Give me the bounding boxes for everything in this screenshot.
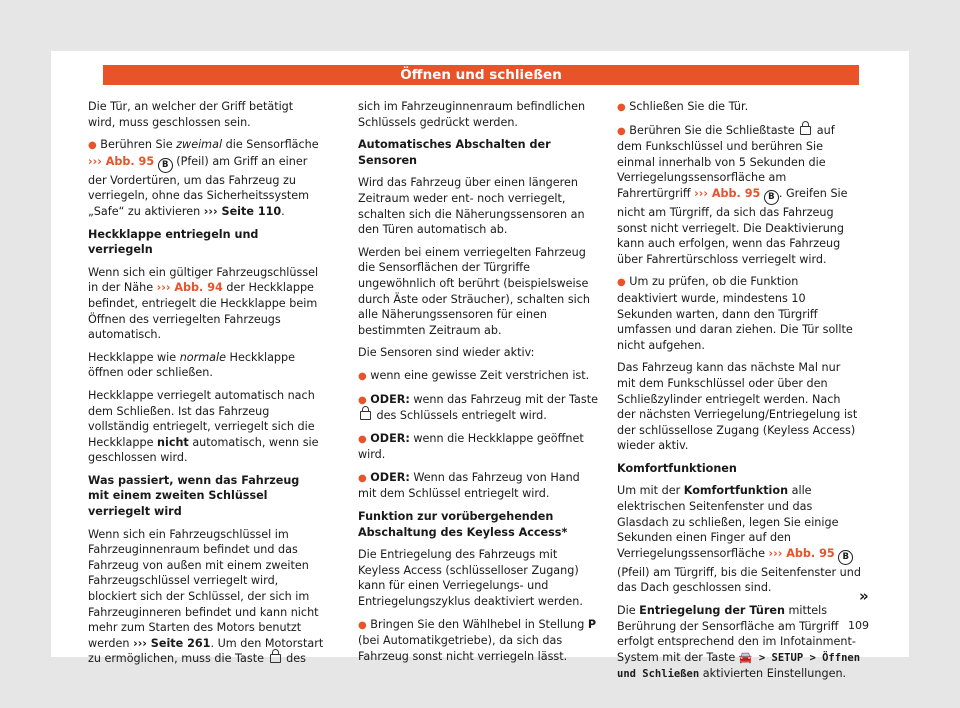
subheading: Automatisches Abschalten der Sensoren [358, 138, 551, 167]
paragraph: Wird das Fahrzeug über einen längeren Zeitraum weder ent- noch verriegelt, schalten sich die Näherungssensoren an den Türen automatisch ab. [358, 176, 585, 237]
unlock-icon [270, 654, 281, 663]
bullet-icon: ● [617, 102, 626, 113]
bullet-item [617, 123, 861, 268]
figure-reference[interactable]: ››› Abb. 95 [768, 546, 835, 560]
paragraph: sich im Fahrzeuginnenraum befindlichen Schlüssels gedrückt werden. [358, 100, 586, 129]
text: Komfortfunktion [683, 484, 789, 498]
text: aktivierten Einstellungen. [699, 667, 847, 681]
bullet-icon: ● [358, 433, 367, 445]
bullet-item [358, 470, 600, 502]
subheading: Funktion zur vorübergehenden Abschaltung des Keyless Access* [358, 510, 568, 539]
text: der Heckklappe befindet, entriegelt die Heckklappe beim Öffnen des verriegelten Fahrzeugs automatisch. [88, 281, 318, 342]
page-reference[interactable]: ››› Seite 261 [133, 636, 211, 650]
bullet-icon: ● [358, 370, 367, 382]
paragraph: Werden bei einem verriegelten Fahrzeug die Sensorflächen der Türgriffe ungewöhnlich oft berührt (beispielsweise durch Äste oder Sträucher), schalten sich alle Näherungssensoren für einen bestimmten Zeitraum ab. [358, 245, 590, 337]
text: zweimal [176, 138, 223, 152]
paragraph: Die Sensoren sind wieder aktiv: [358, 346, 535, 360]
text: wenn die Heckklappe geöffnet wird. [358, 431, 584, 462]
paragraph [617, 483, 861, 596]
bullet-icon: ● [617, 125, 626, 137]
text: ODER: [370, 431, 410, 445]
text: ODER: [370, 470, 410, 484]
text: des Schlüssels entriegelt wird. [373, 409, 547, 423]
paragraph: Das Fahrzeug kann das nächste Mal nur mit dem Funkschlüssel oder über den Schließzylinder entriegelt werden. Nach der nächsten Verriegelung/Entriegelung ist der schlüssellose Zugang (Keyless Access) wieder aktiv. [617, 361, 858, 453]
callout-b-icon: B [838, 550, 853, 565]
bullet-item [358, 617, 600, 665]
car-icon: 🚘 [738, 650, 753, 664]
text: nicht [157, 435, 189, 449]
bullet-icon: ● [617, 277, 626, 289]
text: die Sensorfläche [222, 138, 319, 152]
text: Wenn sich ein gültiger Fahrzeugschlüssel in der Nähe [88, 265, 319, 295]
figure-reference[interactable]: ››› Abb. 95 [88, 154, 155, 168]
text: alle elektrischen Seitenfenster und das Glasdach zu schließen, legen Sie einige Sekunden einen Finger auf den Verriegelungssensorfläche [617, 484, 839, 560]
bullet-icon: ● [358, 394, 367, 406]
bullet-item [358, 368, 600, 385]
page-number: 109 [848, 619, 869, 632]
text: Berühren Sie die Schließtaste [629, 123, 799, 137]
bullet-icon: ● [358, 472, 367, 484]
paragraph [88, 265, 324, 343]
text: Heckklappe wie [88, 350, 180, 364]
bullet-item [617, 274, 861, 353]
text: automatisch, wenn sie geschlossen wird. [88, 435, 319, 465]
subheading: Komfortfunktionen [617, 461, 737, 475]
text: des [282, 652, 306, 666]
text: Schließen Sie die Tür. [629, 100, 749, 113]
figure-reference[interactable]: ››› Abb. 94 [156, 281, 223, 295]
column-1 [88, 99, 324, 674]
section-header: Öffnen und schließen [103, 65, 859, 85]
bullet-item [358, 431, 600, 463]
text: Um mit der [617, 484, 684, 498]
text: Wenn das Fahrzeug von Hand mit dem Schlüssel entriegelt wird. [358, 470, 580, 501]
text: Heckklappe öffnen oder schließen. [88, 350, 296, 380]
text: Heckklappe verriegelt automatisch nach dem Schließen. Ist das Fahrzeug vollständig entriegelt, verriegelt sich die Heckklappe [88, 388, 315, 449]
bullet-icon: ● [88, 140, 97, 152]
callout-b-icon: B [764, 190, 779, 205]
text: Die [617, 604, 640, 618]
paragraph: Die Entriegelung des Fahrzeugs mit Keyless Access (schlüsselloser Zugang) kann für einen Verriegelungs- und Entriegelungszyklus deaktiviert werden. [358, 548, 583, 609]
bullet-icon: ● [358, 619, 367, 631]
text: Bringen Sie den Wählhebel in Stellung [370, 617, 588, 631]
paragraph [617, 603, 861, 683]
text: auf dem Funkschlüssel und berühren Sie einmal innerhalb von 5 Sekunden die Verriegelungssensorfläche am Fahrertürgriff [617, 123, 835, 200]
bullet-item [617, 99, 861, 116]
text: . Greifen Sie nicht am Türgriff, da sich das Fahrzeug sonst nicht verriegelt. Die Deaktivierung kann auch erfolgen, wenn das Fahrzeug über Fahrertürschloss verriegelt wird. [617, 186, 848, 266]
text: Um zu prüfen, ob die Funktion deaktiviert wurde, mindestens 10 Sekunden warten, dann den Türgriff umfassen und daran ziehen. Die Tür sollte nicht aufgehen. [617, 275, 853, 352]
paragraph [88, 388, 324, 466]
text: mittels Berührung der Sensorfläche am Türgriff erfolgt entsprechend den im Infotainment-System mit der Taste [617, 604, 856, 664]
column-2 [358, 99, 600, 671]
text: (bei Automatikgetriebe), da sich das Fahrzeug sonst nicht verriegeln lässt. [358, 634, 568, 663]
text: . Um den Motorstart zu ermöglichen, muss die Taste [88, 636, 324, 666]
menu-path: > SETUP > Öffnen und Schließen [617, 651, 861, 681]
continue-marker: » [859, 587, 869, 605]
manual-page [51, 51, 909, 681]
unlock-icon [360, 411, 371, 420]
bullet-item [358, 392, 600, 424]
paragraph [88, 350, 324, 381]
text: normale [179, 350, 226, 364]
text: Entriegelung der Türen [639, 604, 785, 618]
callout-b-icon: B [158, 158, 173, 173]
text: . [281, 204, 285, 218]
paragraph: Die Tür, an welcher der Griff betätigt wird, muss geschlossen sein. [88, 100, 294, 129]
text: ODER: [370, 392, 410, 406]
text: wenn das Fahrzeug mit der Taste [409, 392, 598, 406]
text: (Pfeil) am Griff an einer der Vordertüren, um das Fahrzeug zu verriegeln, ohne das Sicherheitssystem „Safe“ zu aktivieren [88, 154, 310, 218]
lock-icon [800, 126, 811, 135]
paragraph [88, 527, 324, 667]
bullet-item [88, 137, 324, 219]
column-3 [617, 99, 861, 690]
figure-reference[interactable]: ››› Abb. 95 [694, 186, 761, 200]
subheading: Heckklappe entriegeln und verriegeln [88, 227, 259, 257]
subheading: Was passiert, wenn das Fahrzeug mit einem zweiten Schlüssel verriegelt wird [88, 473, 300, 519]
text: Berühren Sie [100, 138, 177, 152]
text: P [587, 617, 597, 631]
text: (Pfeil) am Türgriff, bis die Seitenfenster und das Dach geschlossen sind. [617, 565, 861, 595]
text: Wenn sich ein Fahrzeugschlüssel im Fahrzeuginnenraum befindet und das Fahrzeug von außen mit einem zweiten Fahrzeugschlüssel verriegelt wird, blockiert sich der Schlüssel, der sich im Fahrzeuginneren befindet und kann nicht mehr zum Starten des Motors benutzt werden [88, 527, 319, 650]
page-reference[interactable]: ››› Seite 110 [203, 204, 282, 218]
text: wenn eine gewisse Zeit verstrichen ist. [370, 368, 590, 382]
